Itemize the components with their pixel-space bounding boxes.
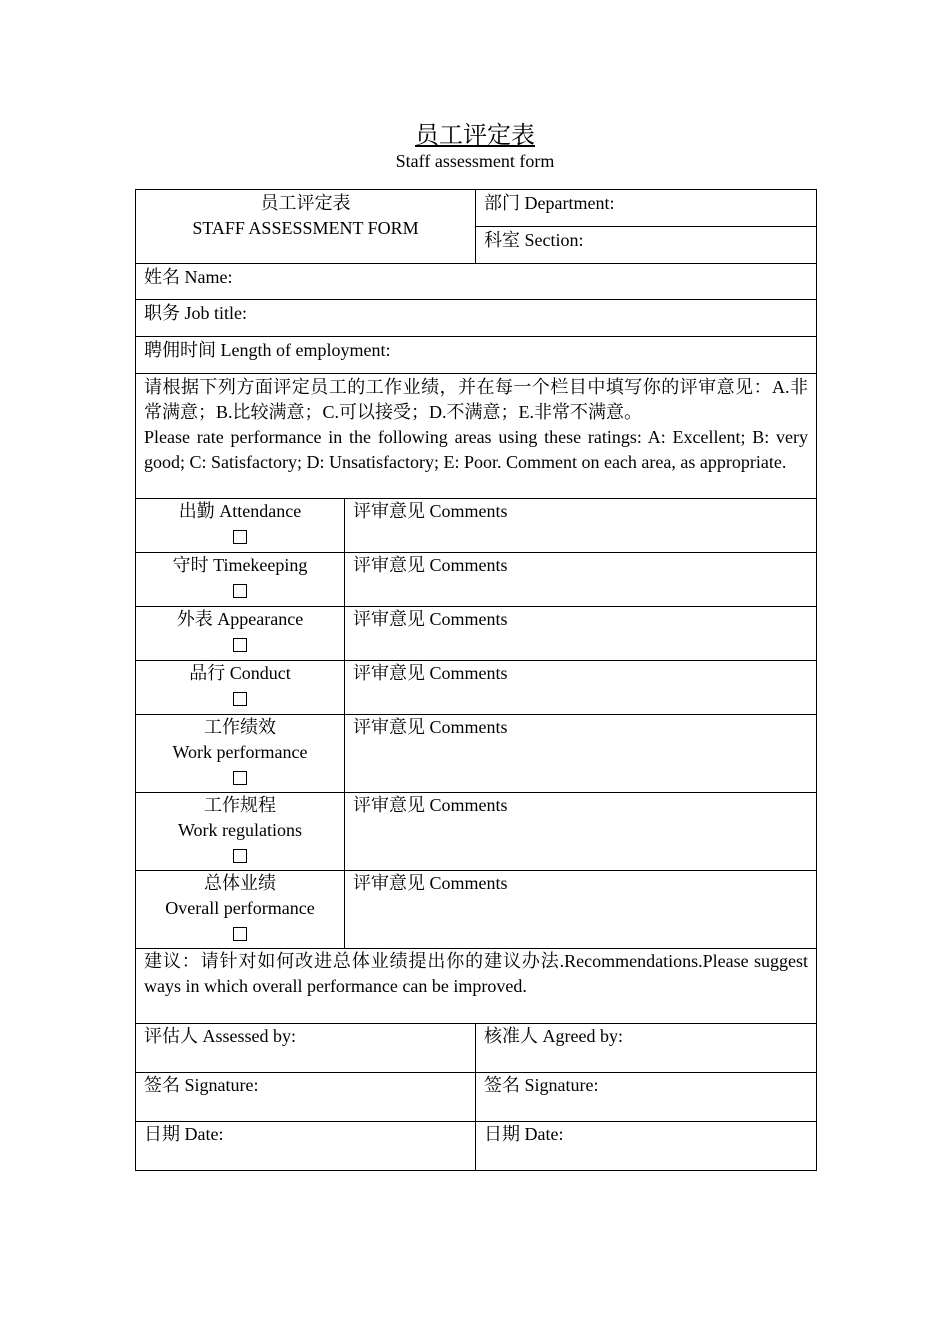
date-right-field[interactable]: 日期 Date: xyxy=(476,1122,817,1171)
criterion-label: 工作规程 xyxy=(204,795,276,815)
date-left-field[interactable]: 日期 Date: xyxy=(136,1122,476,1171)
comments-work-regulations[interactable]: 评审意见 Comments xyxy=(345,793,817,871)
rating-checkbox[interactable] xyxy=(233,849,247,863)
instructions-cell xyxy=(136,374,817,499)
page-title: 员工评定表 xyxy=(415,123,535,149)
instructions-en: Please rate performance in the following areas using these ratings: A: Excellent; B: very good; C: Satisfactory; D: Unsatisfactory; E: Poor. Comment on each area, as appropriate. xyxy=(144,427,809,472)
signature-right-field[interactable]: 签名 Signature: xyxy=(476,1073,817,1122)
job-title-field[interactable]: 职务 Job title: xyxy=(136,300,817,337)
name-field[interactable]: 姓名 Name: xyxy=(136,264,817,300)
assessed-by-field[interactable]: 评估人 Assessed by: xyxy=(136,1024,476,1073)
comments-timekeeping[interactable]: 评审意见 Comments xyxy=(345,553,817,607)
rating-checkbox[interactable] xyxy=(233,584,247,598)
rating-checkbox[interactable] xyxy=(233,638,247,652)
criterion-appearance xyxy=(136,607,345,661)
criterion-label-en: Work performance xyxy=(172,742,308,762)
comments-appearance[interactable]: 评审意见 Comments xyxy=(345,607,817,661)
criterion-label: 工作绩效 xyxy=(204,717,276,737)
criterion-label: 守时 Timekeeping xyxy=(172,555,308,575)
criterion-timekeeping xyxy=(136,553,345,607)
section-field[interactable]: 科室 Section: xyxy=(476,227,817,264)
criterion-label-en: Overall performance xyxy=(165,898,315,918)
comments-attendance[interactable]: 评审意见 Comments xyxy=(345,499,817,553)
page-subtitle: Staff assessment form xyxy=(395,151,555,171)
criterion-conduct xyxy=(136,661,345,715)
rating-checkbox[interactable] xyxy=(233,692,247,706)
rating-checkbox[interactable] xyxy=(233,771,247,785)
rating-checkbox[interactable] xyxy=(233,530,247,544)
criterion-label: 外表 Appearance xyxy=(176,609,304,629)
form-heading-en: STAFF ASSESSMENT FORM xyxy=(192,218,419,238)
recommendations-field[interactable]: 建议：请针对如何改进总体业绩提出你的建议办法.Recommendations.Please suggest ways in which overall performance can be improved. xyxy=(136,949,817,1024)
comments-overall-performance[interactable]: 评审意见 Comments xyxy=(345,871,817,949)
criterion-overall-performance xyxy=(136,871,345,949)
criterion-work-regulations xyxy=(136,793,345,871)
criterion-label: 总体业绩 xyxy=(204,873,276,893)
rating-checkbox[interactable] xyxy=(233,927,247,941)
comments-work-performance[interactable]: 评审意见 Comments xyxy=(345,715,817,793)
criterion-label: 品行 Conduct xyxy=(189,663,291,683)
comments-conduct[interactable]: 评审意见 Comments xyxy=(345,661,817,715)
employment-length-field[interactable]: 聘佣时间 Length of employment: xyxy=(136,337,817,374)
criterion-label: 出勤 Attendance xyxy=(178,501,302,521)
department-field[interactable]: 部门 Department: xyxy=(476,190,817,227)
form-heading-cell xyxy=(136,190,476,264)
criterion-work-performance xyxy=(136,715,345,793)
signature-left-field[interactable]: 签名 Signature: xyxy=(136,1073,476,1122)
agreed-by-field[interactable]: 核准人 Agreed by: xyxy=(476,1024,817,1073)
assessment-form-table xyxy=(135,189,817,1171)
criterion-label-en: Work regulations xyxy=(177,820,303,840)
criterion-attendance xyxy=(136,499,345,553)
form-heading-cn: 员工评定表 xyxy=(260,193,351,213)
instructions-cn: 请根据下列方面评定员工的工作业绩，并在每一个栏目中填写你的评审意见：A.非常满意；B.比较满意；C.可以接受；D.不满意；E.非常不满意。 xyxy=(144,377,809,422)
